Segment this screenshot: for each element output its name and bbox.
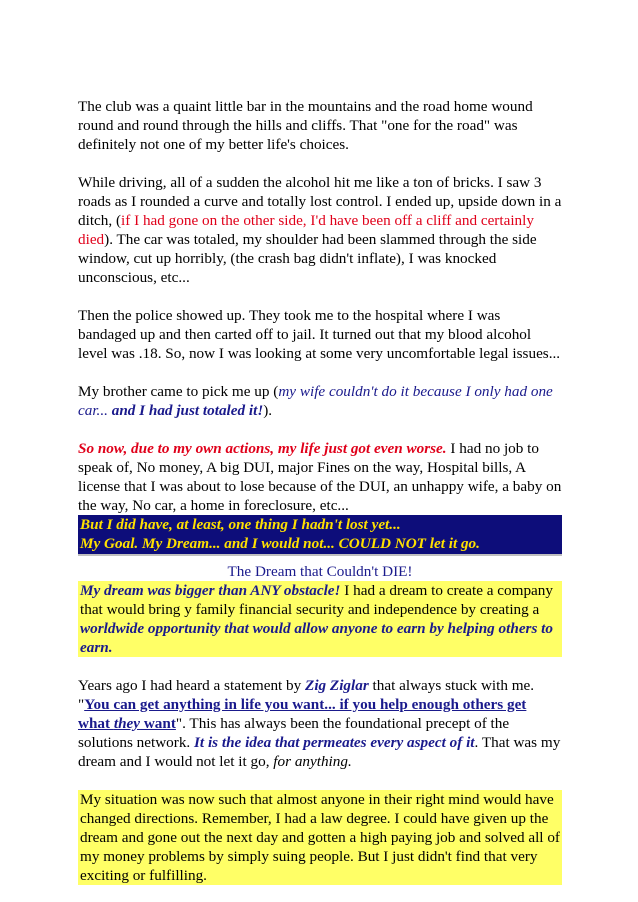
paragraph-police: Then the police showed up. They took me to the hospital where I was bandaged up and then carted off to jail. It turned out that my blood alcohol level was .18. So, now I was looking at some very uncomfortable legal issues...: [78, 307, 561, 362]
brother-bold-aside: and I had just totaled it!: [107, 402, 264, 419]
crash-text-end: ). The car was totaled, my shoulder had been slammed through the side window, cut up horribly, (the crash bag didn't inflate), I was knocked unconscious, etc...: [78, 231, 537, 286]
section-heading: The Dream that Couldn't DIE!: [227, 563, 413, 580]
paragraph-club: The club was a quaint little bar in the mountains and the road home wound round and round through the hills and cliffs. That "one for the road" was definitely not one of my better life's choices.: [78, 98, 533, 153]
quote-part-1: You can get anything in life you want... if you help enough others get what: [78, 696, 527, 732]
ziglar-text-2: that always stuck with me. ": [78, 677, 535, 713]
brother-italic-aside: my wife couldn't do it because I only had one car...: [78, 383, 553, 419]
paragraph-ziglar: [78, 676, 562, 771]
crash-aside-red: if I had gone on the other side, I'd have been off a cliff and certainly died: [78, 212, 534, 248]
dream-bold-opportunity: worldwide opportunity that would allow anyone to earn by helping others to earn.: [80, 620, 553, 656]
ziglar-text-4: . That was my dream and I would not let it go,: [78, 734, 561, 770]
ziglar-text-3: ". This has always been the foundational precept of the solutions network.: [78, 715, 510, 751]
paragraph-situation: My situation was now such that almost anyone in their right mind would have changed directions. Remember, I had a law degree. I could have given up the dream and gone out the next day and gotten a high paying job and solved all of my money problems by simply suing people. But I just didn't find that very exciting or fulfilling.: [78, 790, 562, 885]
brother-text-end: ).: [263, 402, 273, 419]
worse-text: I had no job to speak of, No money, A big DUI, major Fines on the way, Hospital bills, A license that I was about to lose because of the DUI, an unhappy wife, a baby on the way, No car, a home in foreclosure, etc...: [78, 440, 562, 514]
brother-text-start: My brother came to pick me up (: [78, 383, 279, 400]
document-body: [78, 97, 562, 885]
highlight-box-dream: But I did have, at least, one thing I hadn't lost yet... My Goal. My Dream... and I would not... COULD NOT let it go.: [78, 515, 562, 556]
quote-they: they: [113, 715, 141, 732]
ziglar-italic-end: for anything.: [273, 753, 352, 770]
paragraph-worse: [78, 439, 562, 515]
quote-part-2: want: [140, 715, 176, 732]
ziglar-bold-idea: It is the idea that permeates every aspect of it: [194, 734, 475, 751]
dream-text: I had a dream to create a company that would bring y family financial security and independence by creating a: [80, 582, 553, 618]
paragraph-crash: [78, 173, 562, 287]
worse-red-statement: So now, due to my own actions, my life just got even worse.: [78, 440, 447, 457]
crash-text-start: While driving, all of a sudden the alcohol hit me like a ton of bricks. I saw 3 roads as I rounded a curve and totally lost control. I ended up, upside down in a ditch, (: [78, 174, 562, 229]
ziglar-text-start: Years ago I had heard a statement by: [78, 677, 306, 694]
paragraph-brother: [78, 382, 562, 420]
paragraph-dream-bigger: [78, 581, 562, 657]
ziglar-name: Zig Ziglar: [305, 677, 369, 694]
dream-bold-statement: My dream was bigger than ANY obstacle!: [80, 582, 341, 599]
